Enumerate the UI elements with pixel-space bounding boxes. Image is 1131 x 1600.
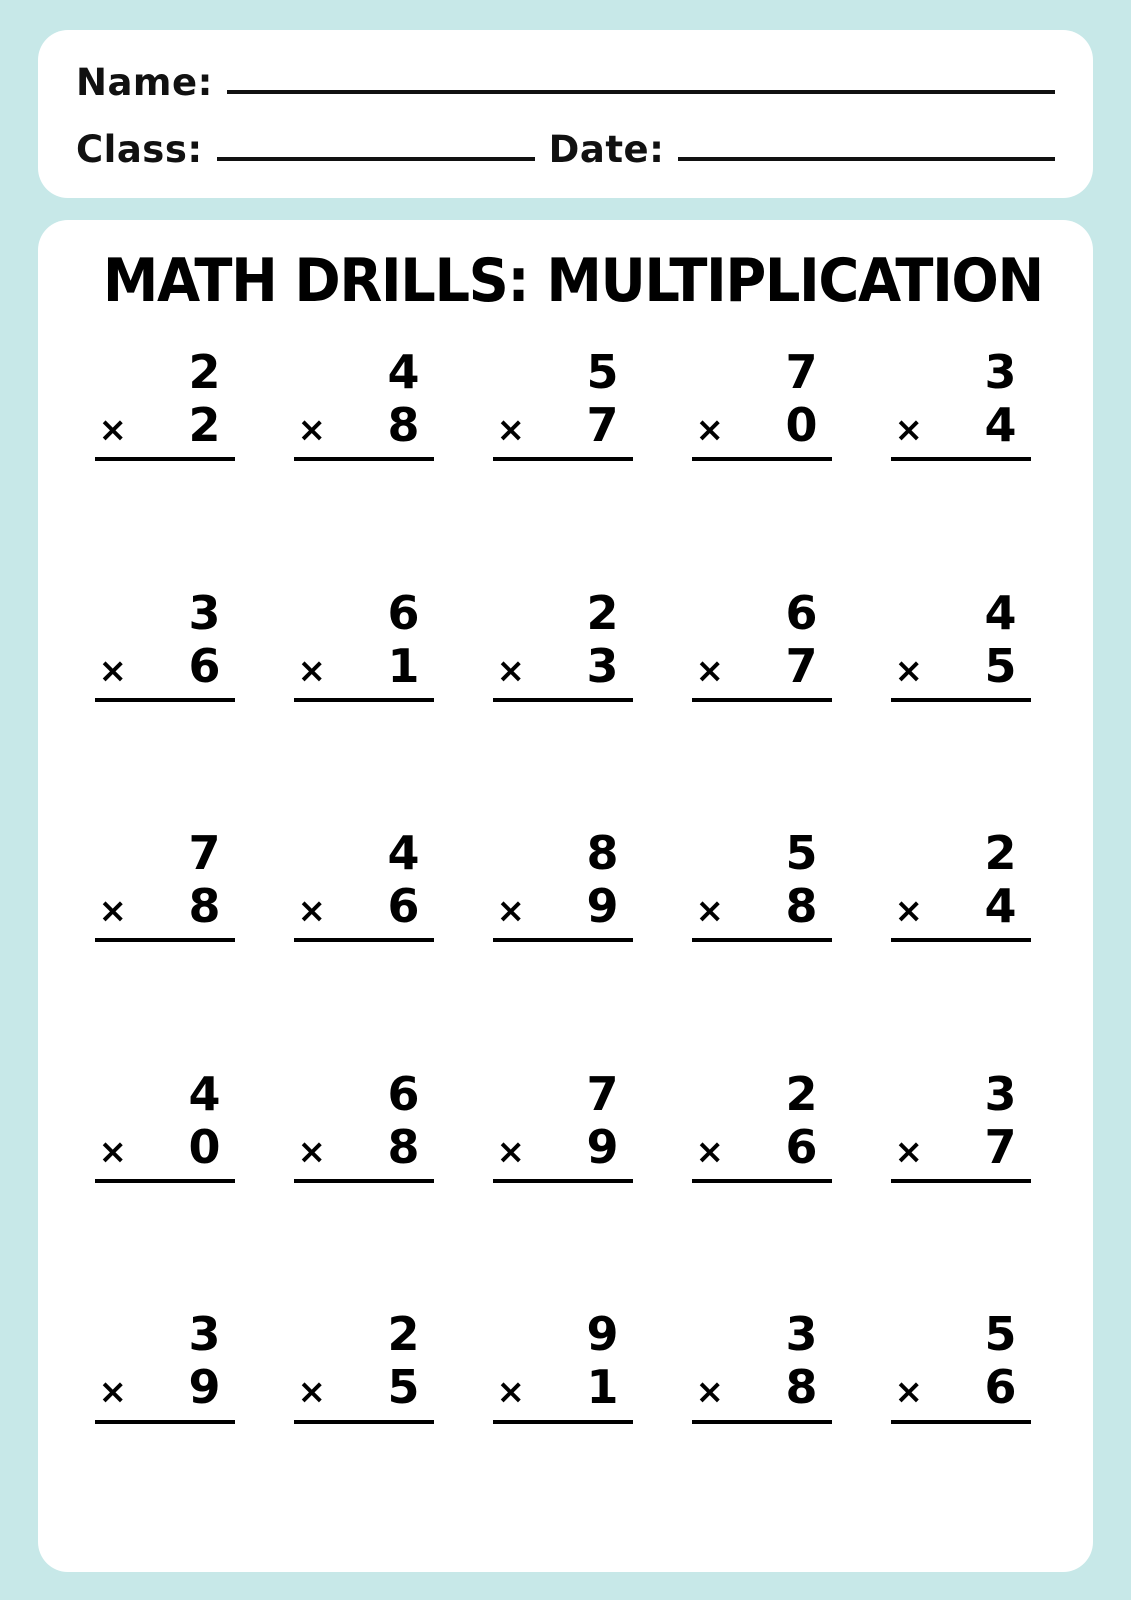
answer-line[interactable] — [891, 1420, 1031, 1424]
multiplier: 4 — [984, 398, 1017, 452]
problem-21 — [68, 1301, 267, 1423]
multiplier: 6 — [785, 1119, 818, 1174]
multiplier: 1 — [387, 638, 420, 693]
multiply-operator-icon: × — [297, 1372, 326, 1413]
multiply-operator-icon: × — [297, 410, 326, 450]
multiplicand: 3 — [984, 1066, 1017, 1121]
multiplier-row — [93, 398, 243, 452]
problem-grid — [68, 339, 1063, 1542]
problem-12 — [267, 820, 466, 942]
page-title: MATH DRILLS: MULTIPLICATION — [102, 246, 1043, 316]
multiply-operator-icon: × — [695, 891, 724, 932]
problem-8 — [466, 580, 665, 702]
multiplier-row — [491, 879, 641, 934]
name-label: Name: — [76, 61, 213, 104]
multiplier-row — [889, 398, 1039, 452]
problem-body — [93, 1307, 243, 1423]
multiplicand: 7 — [785, 345, 818, 399]
multiply-operator-icon: × — [894, 1131, 923, 1172]
multiply-operator-icon: × — [695, 1131, 724, 1172]
multiply-operator-icon: × — [98, 1131, 127, 1172]
multiply-operator-icon: × — [98, 650, 127, 691]
multiplier-row — [491, 1119, 641, 1174]
problem-body — [292, 826, 442, 942]
multiply-operator-icon: × — [695, 650, 724, 691]
multiplier: 9 — [188, 1360, 221, 1415]
problem-9 — [665, 580, 864, 702]
multiplier: 6 — [984, 1360, 1017, 1415]
multiplier-row — [93, 1360, 243, 1415]
answer-line[interactable] — [294, 938, 434, 942]
answer-line[interactable] — [493, 1420, 633, 1424]
answer-line[interactable] — [692, 938, 832, 942]
answer-line[interactable] — [692, 457, 832, 461]
multiplicand: 6 — [387, 585, 420, 640]
problem-19 — [665, 1061, 864, 1183]
multiplier-row — [690, 879, 840, 934]
multiplier: 8 — [387, 1119, 420, 1174]
multiplier-row — [889, 879, 1039, 934]
problem-body — [690, 585, 840, 702]
multiplier: 3 — [586, 638, 619, 693]
multiplicand: 2 — [984, 826, 1017, 881]
problem-body — [292, 1307, 442, 1423]
answer-line[interactable] — [95, 1179, 235, 1183]
multiplier: 1 — [586, 1360, 619, 1415]
multiplier: 8 — [387, 398, 420, 452]
problem-4 — [665, 339, 864, 461]
multiply-operator-icon: × — [695, 410, 724, 450]
multiplier: 9 — [586, 879, 619, 934]
problem-body — [491, 826, 641, 942]
multiplier-row — [292, 879, 442, 934]
multiply-operator-icon: × — [297, 891, 326, 932]
multiplier: 7 — [785, 638, 818, 693]
multiply-operator-icon: × — [695, 1372, 724, 1413]
problem-body — [292, 585, 442, 702]
multiplicand: 5 — [785, 826, 818, 881]
problem-body — [491, 1307, 641, 1423]
problem-body — [690, 1307, 840, 1423]
student-info-card — [38, 30, 1093, 198]
answer-line[interactable] — [493, 938, 633, 942]
answer-line[interactable] — [891, 1179, 1031, 1183]
multiplier: 8 — [188, 879, 221, 934]
multiplicand: 3 — [188, 585, 221, 640]
class-label: Class: — [76, 128, 203, 171]
multiplier: 7 — [586, 398, 619, 452]
answer-line[interactable] — [294, 1179, 434, 1183]
multiply-operator-icon: × — [894, 891, 923, 932]
problem-15 — [864, 820, 1063, 942]
multiplier-row — [292, 638, 442, 693]
multiplicand: 3 — [785, 1307, 818, 1362]
multiplier-row — [292, 398, 442, 452]
multiplier-row — [690, 398, 840, 452]
problem-3 — [466, 339, 665, 461]
multiplier: 9 — [586, 1119, 619, 1174]
multiplier-row — [491, 638, 641, 693]
multiplier: 0 — [785, 398, 818, 452]
problem-6 — [68, 580, 267, 702]
multiplier-row — [690, 1360, 840, 1415]
problem-13 — [466, 820, 665, 942]
problem-24 — [665, 1301, 864, 1423]
multiply-operator-icon: × — [297, 650, 326, 691]
class-date-field-row — [76, 128, 1055, 171]
multiplier: 2 — [188, 398, 221, 452]
answer-line[interactable] — [294, 698, 434, 702]
answer-line[interactable] — [493, 457, 633, 461]
multiplicand: 2 — [785, 1066, 818, 1121]
problem-18 — [466, 1061, 665, 1183]
problem-body — [491, 1066, 641, 1183]
problem-body — [889, 1066, 1039, 1183]
multiplicand: 2 — [586, 585, 619, 640]
problem-body — [889, 826, 1039, 942]
problem-1 — [68, 339, 267, 461]
problem-body — [889, 1307, 1039, 1423]
multiplier-row — [292, 1119, 442, 1174]
multiplicand: 3 — [188, 1307, 221, 1362]
multiplier-row — [690, 1119, 840, 1174]
multiplier: 5 — [387, 1360, 420, 1415]
multiply-operator-icon: × — [98, 410, 127, 450]
multiplicand: 5 — [984, 1307, 1017, 1362]
problem-body — [889, 585, 1039, 702]
multiplier: 7 — [984, 1119, 1017, 1174]
problem-body — [93, 1066, 243, 1183]
multiplicand: 2 — [387, 1307, 420, 1362]
problem-body — [292, 1066, 442, 1183]
multiply-operator-icon: × — [496, 410, 525, 450]
multiplicand: 4 — [984, 585, 1017, 640]
problem-body — [491, 585, 641, 702]
problem-body — [690, 1066, 840, 1183]
multiplier: 8 — [785, 879, 818, 934]
multiply-operator-icon: × — [98, 891, 127, 932]
problem-10 — [864, 580, 1063, 702]
multiplier: 6 — [387, 879, 420, 934]
multiplier-row — [93, 1119, 243, 1174]
multiplier-row — [889, 638, 1039, 693]
class-input-line[interactable] — [217, 157, 535, 161]
problem-14 — [665, 820, 864, 942]
name-field-row — [76, 61, 1055, 104]
multiplicand: 6 — [387, 1066, 420, 1121]
answer-line[interactable] — [95, 938, 235, 942]
multiplier-row — [889, 1360, 1039, 1415]
multiply-operator-icon: × — [894, 1372, 923, 1413]
date-label: Date: — [548, 128, 665, 171]
answer-line[interactable] — [692, 698, 832, 702]
multiplier: 5 — [984, 638, 1017, 693]
answer-line[interactable] — [294, 1420, 434, 1424]
problem-body — [93, 345, 243, 461]
multiplier: 0 — [188, 1119, 221, 1174]
answer-line[interactable] — [493, 1179, 633, 1183]
multiply-operator-icon: × — [297, 1131, 326, 1172]
multiply-operator-icon: × — [894, 410, 923, 450]
multiplier: 4 — [984, 879, 1017, 934]
problem-16 — [68, 1061, 267, 1183]
problem-body — [690, 345, 840, 461]
multiplier-row — [93, 879, 243, 934]
problem-body — [93, 826, 243, 942]
multiplier: 8 — [785, 1360, 818, 1415]
answer-line[interactable] — [95, 698, 235, 702]
problem-5 — [864, 339, 1063, 461]
multiplicand: 3 — [984, 345, 1017, 399]
multiplicand: 7 — [586, 1066, 619, 1121]
multiplier-row — [491, 1360, 641, 1415]
answer-line[interactable] — [95, 457, 235, 461]
answer-line[interactable] — [692, 1179, 832, 1183]
date-input-line[interactable] — [678, 157, 1055, 161]
multiply-operator-icon: × — [894, 650, 923, 691]
multiplicand: 4 — [188, 1066, 221, 1121]
problem-body — [889, 345, 1039, 461]
worksheet-card — [38, 220, 1093, 1572]
multiplicand: 2 — [188, 345, 221, 399]
answer-line[interactable] — [294, 457, 434, 461]
multiply-operator-icon: × — [496, 1372, 525, 1413]
answer-line[interactable] — [891, 938, 1031, 942]
problem-23 — [466, 1301, 665, 1423]
problem-25 — [864, 1301, 1063, 1423]
problem-11 — [68, 820, 267, 942]
problem-7 — [267, 580, 466, 702]
multiplicand: 4 — [387, 826, 420, 881]
multiply-operator-icon: × — [496, 650, 525, 691]
name-input-line[interactable] — [227, 90, 1055, 94]
multiplier-row — [292, 1360, 442, 1415]
multiplicand: 9 — [586, 1307, 619, 1362]
answer-line[interactable] — [692, 1420, 832, 1424]
problem-body — [491, 345, 641, 461]
multiplier-row — [93, 638, 243, 693]
multiplicand: 7 — [188, 826, 221, 881]
multiplier-row — [889, 1119, 1039, 1174]
answer-line[interactable] — [891, 457, 1031, 461]
problem-17 — [267, 1061, 466, 1183]
multiplicand: 6 — [785, 585, 818, 640]
multiplicand: 5 — [586, 345, 619, 399]
multiplier-row — [690, 638, 840, 693]
problem-body — [93, 585, 243, 702]
multiply-operator-icon: × — [496, 1131, 525, 1172]
answer-line[interactable] — [493, 698, 633, 702]
multiplicand: 8 — [586, 826, 619, 881]
problem-body — [690, 826, 840, 942]
problem-body — [292, 345, 442, 461]
problem-22 — [267, 1301, 466, 1423]
answer-line[interactable] — [891, 698, 1031, 702]
multiplicand: 4 — [387, 345, 420, 399]
problem-2 — [267, 339, 466, 461]
multiply-operator-icon: × — [496, 891, 525, 932]
multiplier-row — [491, 398, 641, 452]
multiply-operator-icon: × — [98, 1372, 127, 1413]
problem-20 — [864, 1061, 1063, 1183]
answer-line[interactable] — [95, 1420, 235, 1424]
multiplier: 6 — [188, 638, 221, 693]
